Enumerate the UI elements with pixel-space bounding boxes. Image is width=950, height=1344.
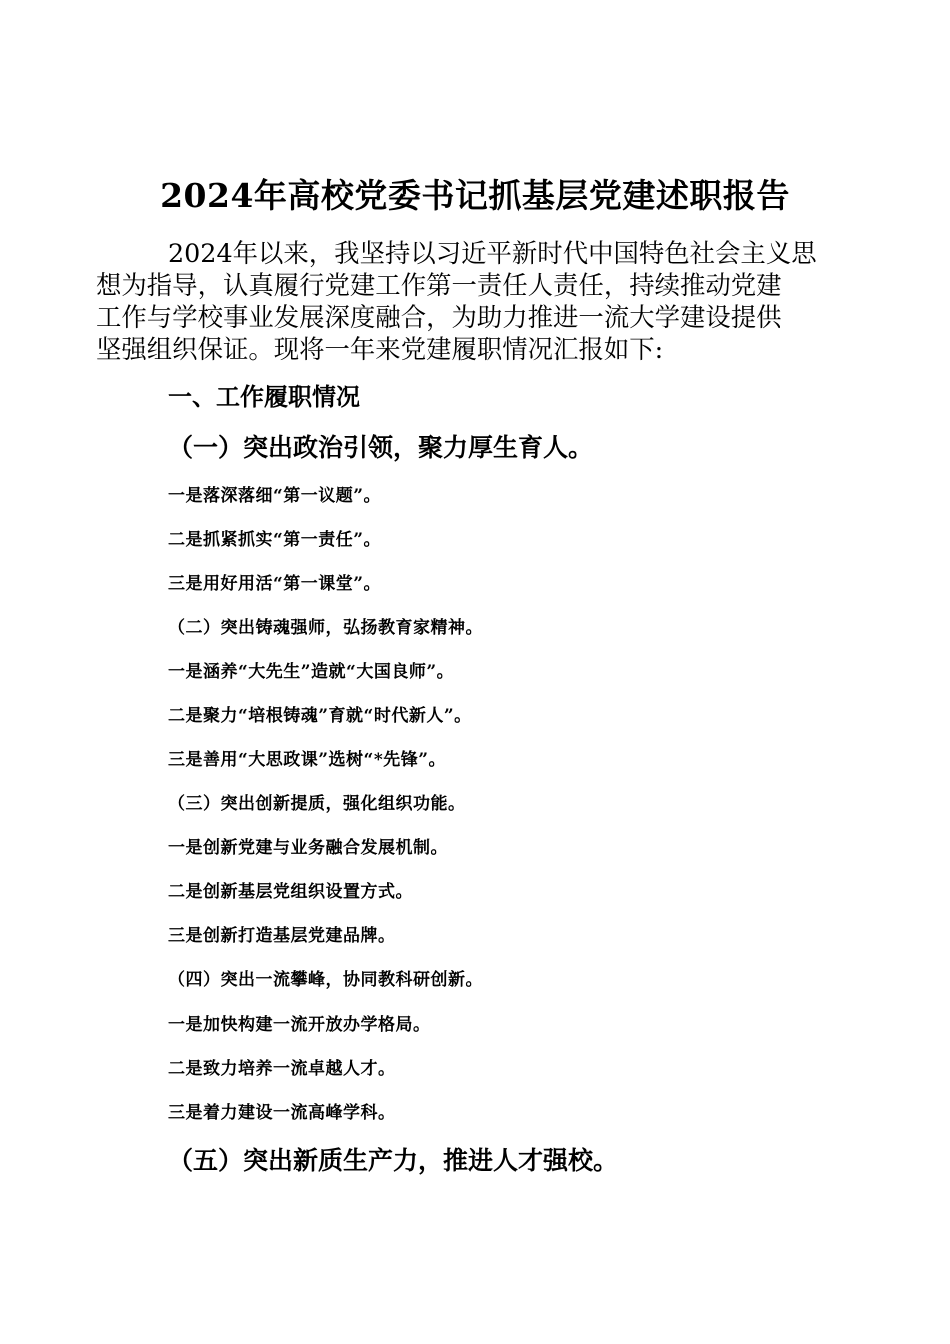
list-item: 三是着力建设一流高峰学科。 — [168, 1103, 396, 1123]
list-item: 一是涵养“大先生”造就“大国良师”。 — [168, 662, 455, 682]
list-item: 三是创新打造基层党建品牌。 — [168, 926, 396, 946]
list-item: 三是善用“大思政课”选树“*先锋”。 — [168, 750, 447, 770]
document-title: 2024年高校党委书记抓基层党建述职报告 — [160, 176, 790, 215]
list-item: 一是落深落细“第一议题”。 — [168, 486, 382, 506]
list-item: 二是聚力“培根铸魂”育就“时代新人”。 — [168, 706, 472, 726]
subsection-heading: （四）突出一流攀峰，协同教科研创新。 — [168, 970, 483, 990]
subsection-heading: （三）突出创新提质，强化组织功能。 — [168, 794, 466, 814]
intro-line: 想为指导，认真履行党建工作第一责任人责任，持续推动党建 — [96, 270, 782, 300]
list-item: 二是创新基层党组织设置方式。 — [168, 882, 413, 902]
subsection-heading: （二）突出铸魂强师，弘扬教育家精神。 — [168, 618, 483, 638]
intro-paragraph — [96, 237, 836, 365]
list-item: 一是加快构建一流开放办学格局。 — [168, 1015, 431, 1035]
intro-line: 工作与学校事业发展深度融合，为助力推进一流大学建设提供 — [96, 302, 782, 332]
intro-line: 2024年以来，我坚持以习近平新时代中国特色社会主义思 — [168, 238, 817, 268]
list-item: 二是致力培养一流卓越人才。 — [168, 1059, 396, 1079]
subsection-heading: （五）突出新质生产力，推进人才强校。 — [168, 1146, 619, 1175]
list-item: 三是用好用活“第一课堂”。 — [168, 574, 382, 594]
intro-line: 坚强组织保证。现将一年来党建履职情况汇报如下: — [96, 334, 664, 364]
list-item: 二是抓紧抓实“第一责任”。 — [168, 530, 382, 550]
list-item: 一是创新党建与业务融合发展机制。 — [168, 838, 448, 858]
subsection-heading: （一）突出政治引领，聚力厚生育人。 — [168, 433, 594, 462]
section-heading: 一、工作履职情况 — [168, 382, 360, 411]
